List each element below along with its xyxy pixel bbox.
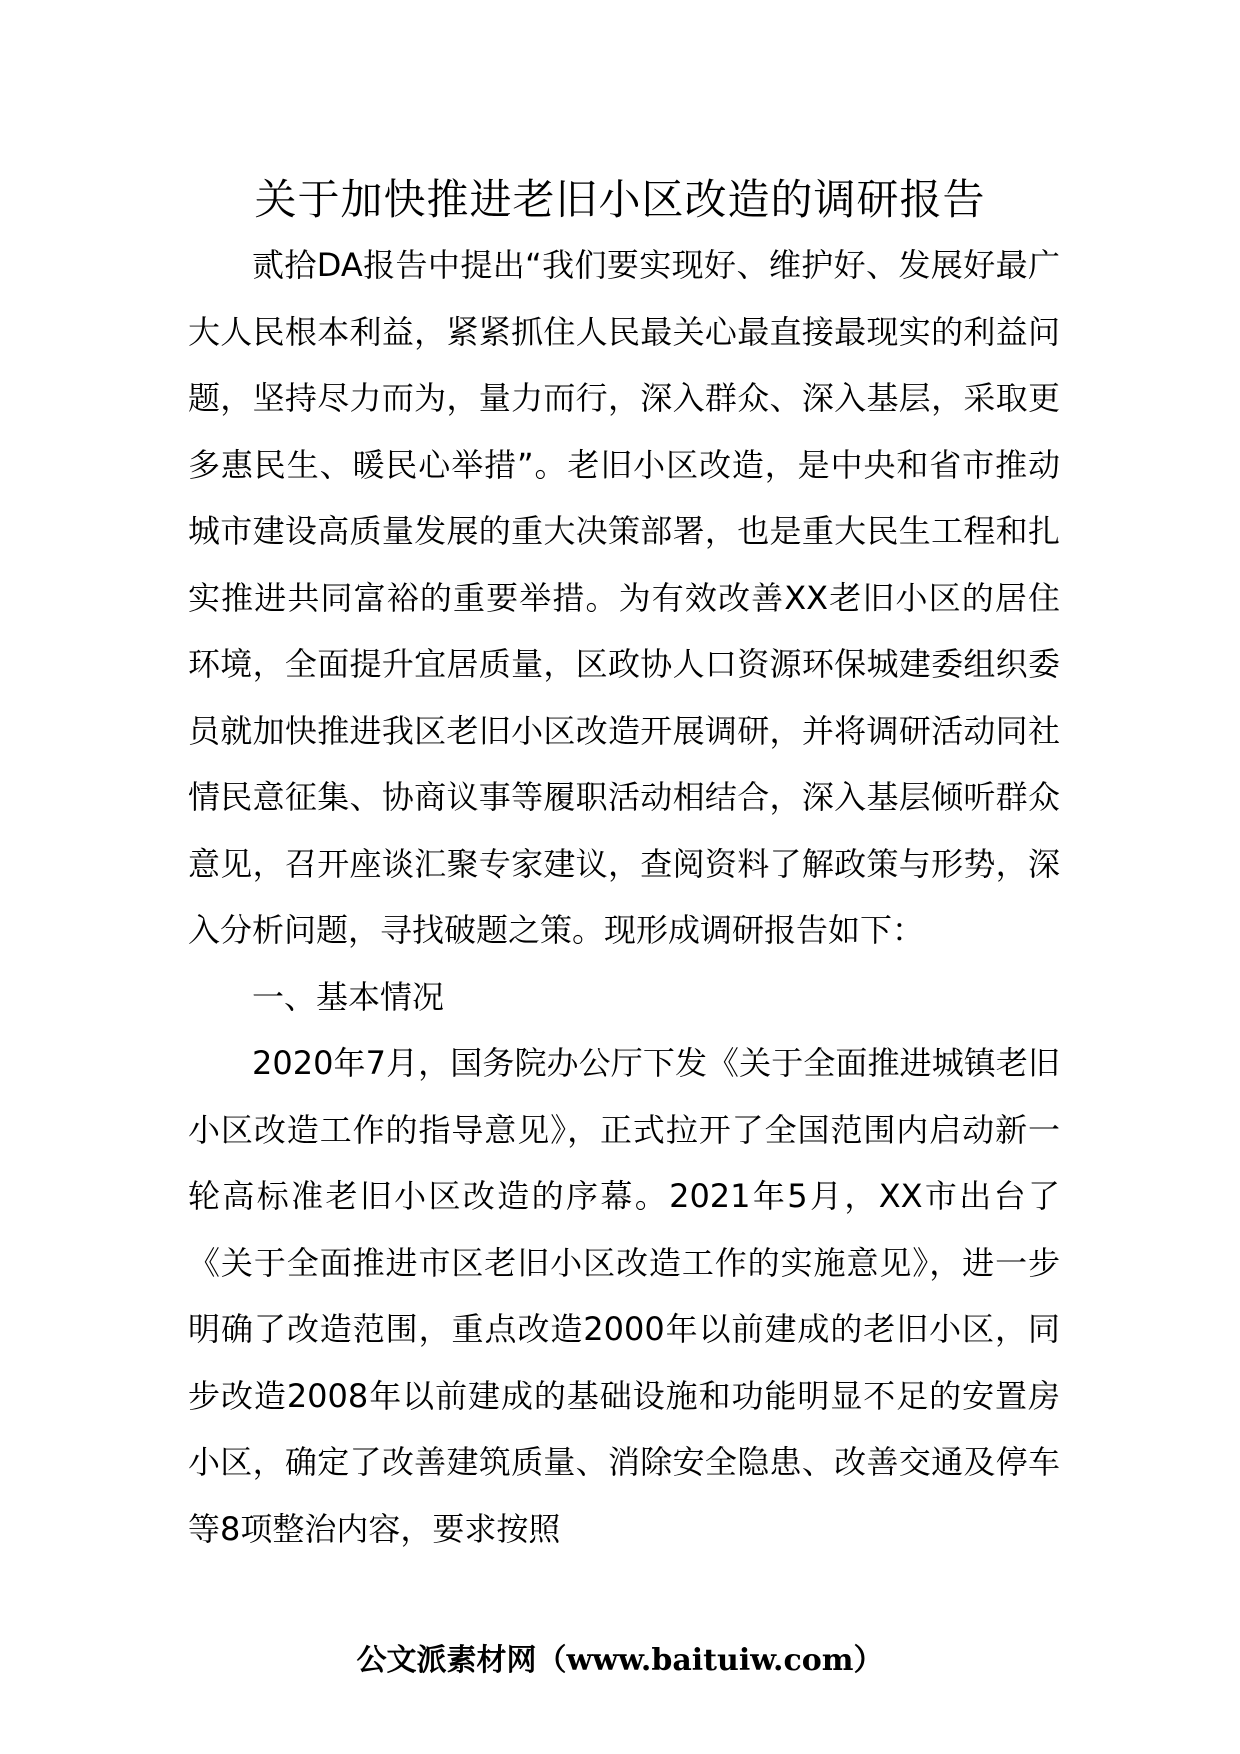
basic-situation-paragraph: 2020年7月，国务院办公厅下发《关于全面推进城镇老旧小区改造工作的指导意见》，正式拉开了全国范围内启动新一轮高标准老旧小区改造的序幕。2021年5月，XX市出台了《关于全面推进市区老旧小区改造工作的实施意见》，进一步明确了改造范围，重点改造2000年以前建成的老旧小区，同步改造2008年以前建成的基础设施和功能明显不足的安置房小区，确定了改善建筑质量、消除安全隐患、改善交通及停车等8项整治内容，要求按照: [188, 1044, 1060, 1548]
footer-watermark: 公文派素材网（www.baituiw.com）: [356, 1643, 884, 1678]
section-heading: 一、基本情况: [252, 977, 445, 1016]
document-title: 关于加快推进老旧小区改造的调研报告: [254, 175, 986, 224]
document-body: [188, 232, 1060, 1562]
intro-paragraph: 贰拾DA报告中提出“我们要实现好、维护好、发展好最广大人民根本利益，紧紧抓住人民最关心最直接最现实的利益问题，坚持尽力而为，量力而行，深入群众、深入基层，采取更多惠民生、暖民心举措”。老旧小区改造，是中央和省市推动城市建设高质量发展的重大决策部署，也是重大民生工程和扎实推进共同富裕的重要举措。为有效改善XX老旧小区的居住环境，全面提升宜居质量，区政协人口资源环保城建委组织委员就加快推进我区老旧小区改造开展调研，并将调研活动同社情民意征集、协商议事等履职活动相结合，深入基层倾听群众意见，召开座谈汇聚专家建议，查阅资料了解政策与形势，深入分析问题，寻找破题之策。现形成调研报告如下：: [188, 246, 1060, 949]
